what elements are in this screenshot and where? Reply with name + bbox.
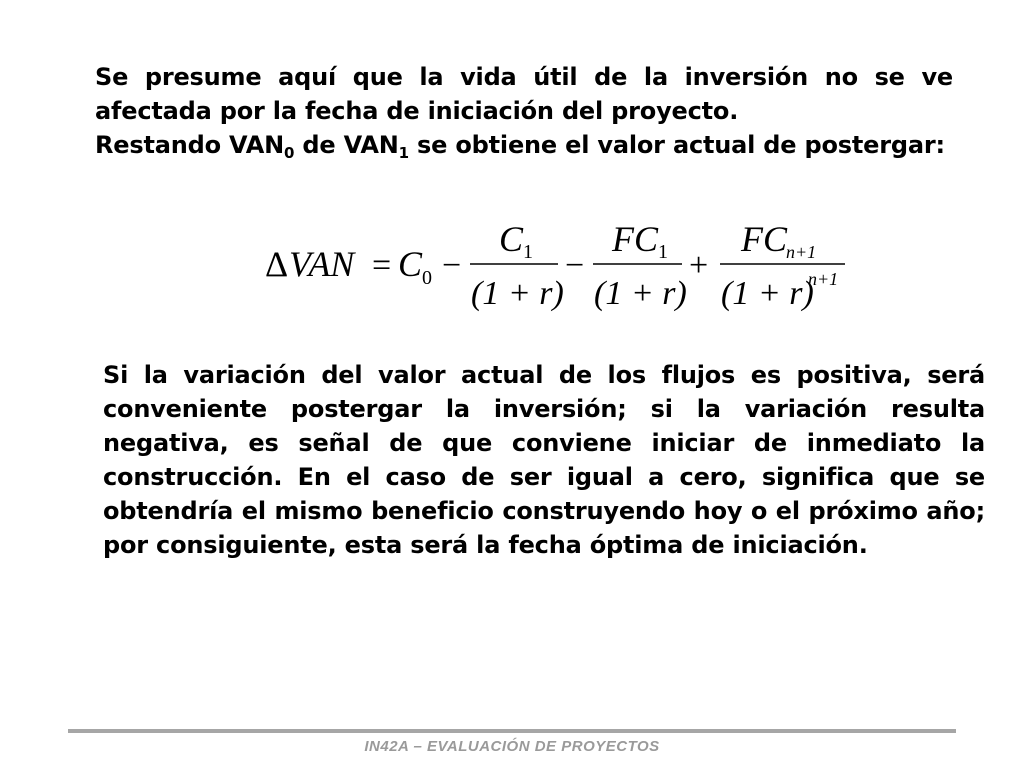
formula-minus-2: − [565, 247, 585, 284]
fraction1-numerator: C [499, 219, 524, 259]
fraction3-exponent: n+1 [808, 269, 839, 289]
formula-plus: + [689, 247, 709, 284]
fraction2-denominator: (1 + r) [594, 275, 687, 312]
fraction3-numerator: FC [741, 219, 788, 259]
subtraction-text-end: se obtiene el valor actual de postergar: [408, 131, 945, 159]
delta-symbol: Δ [265, 244, 289, 284]
van0-subscript: 0 [284, 144, 295, 162]
formula-equals: = [372, 247, 392, 284]
delta-van-formula [262, 212, 862, 322]
fraction3-denominator: (1 + r) [721, 275, 814, 312]
van1-subscript: 1 [398, 144, 409, 162]
footer-course-title: IN42A – EVALUACIÓN DE PROYECTOS [364, 738, 660, 755]
formula-lhs-van: VAN [289, 244, 355, 284]
formula-minus-1: − [442, 247, 462, 284]
intro-sentence: Se presume aquí que la vida útil de la inversión no se ve afectada por la fecha de iniciación del proyecto. [95, 63, 953, 125]
fraction1-denominator: (1 + r) [471, 275, 564, 312]
footer-divider [68, 729, 956, 733]
fraction1-numerator-subscript: 1 [523, 241, 533, 263]
formula-c0-subscript: 0 [422, 267, 432, 289]
fraction2-numerator-subscript: 1 [658, 241, 668, 263]
subtraction-text-mid: de VAN [294, 131, 399, 159]
formula-c: C [398, 244, 423, 284]
intro-paragraph [95, 60, 953, 162]
fraction2-numerator: FC [612, 219, 659, 259]
subtraction-text-start: Restando VAN [95, 131, 285, 159]
conclusion-paragraph: Si la variación del valor actual de los flujos es positiva, será conveniente postergar la inversión; si la variación resulta negativa, es señal de que conviene iniciar de inmediato la construcción. En el caso de ser igual a cero, significa que se obtendría el mismo beneficio construyendo hoy o el próximo año; por consiguiente, esta será la fecha óptima de iniciación. [103, 361, 985, 559]
fraction3-numerator-subscript: n+1 [786, 242, 817, 262]
